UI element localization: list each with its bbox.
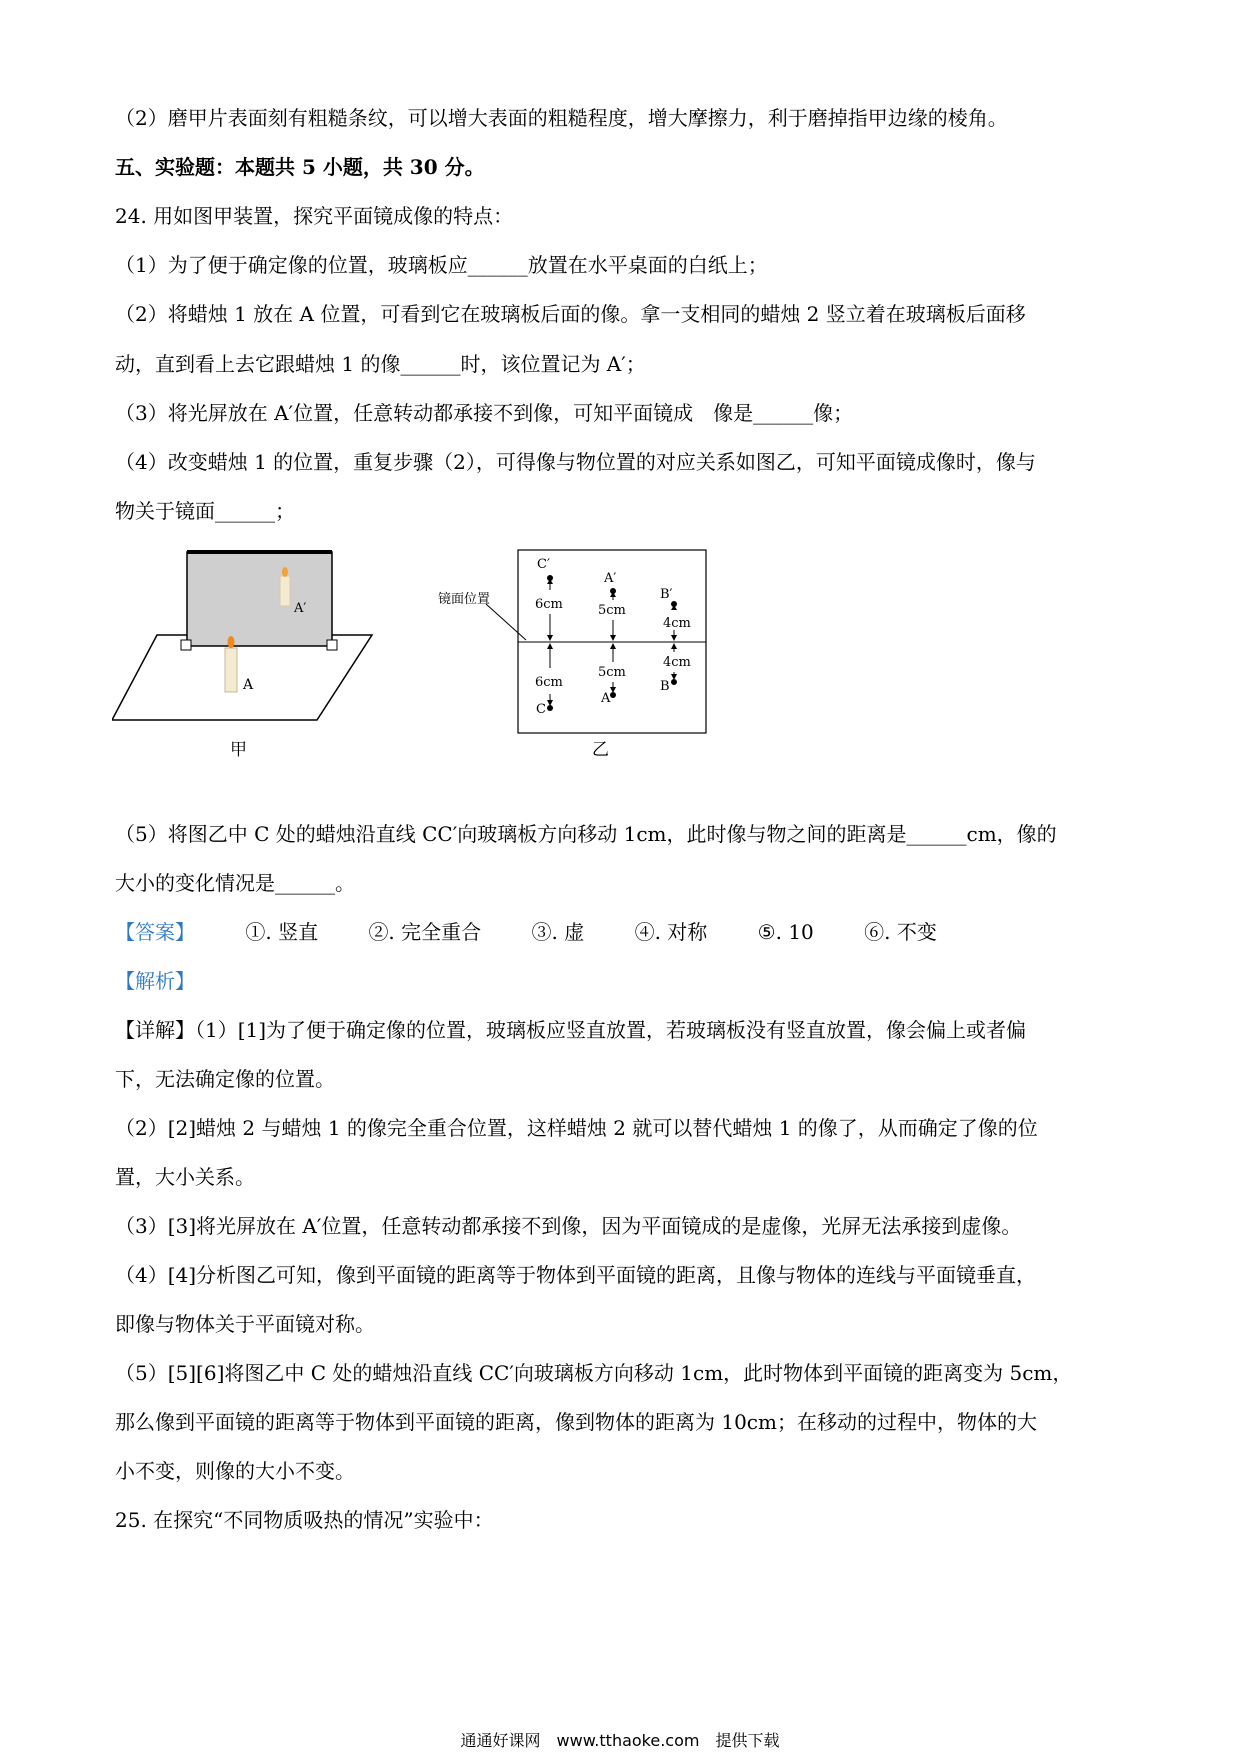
answer-label: 【答案】 — [115, 920, 195, 944]
detail-line: 即像与物体关于平面镜对称。 — [115, 1312, 375, 1336]
detail-line: （2）[2]蜡烛 2 与蜡烛 1 的像完全重合位置，这样蜡烛 2 就可以替代蜡烛 1 的像了，从而确定了像的位 — [115, 1116, 1038, 1140]
answer-item: ⑤. 10 — [757, 920, 814, 944]
detail-line: （3）[3]将光屏放在 A′位置，任意转动都承接不到像，因为平面镜成的是虚像，光屏无法承接到虚像。 — [115, 1214, 1022, 1238]
answer-item: ③. 虚 — [531, 920, 585, 944]
label-b-top: 4cm — [663, 616, 691, 631]
question-24-part-3: （3）将光屏放在 A′位置，任意转动都承接不到像，可知平面镜成 像是______像； — [115, 401, 854, 425]
label-a-prime: A′ — [294, 601, 307, 616]
detail-line: 小不变，则像的大小不变。 — [115, 1459, 355, 1483]
label-a-bot: 5cm — [598, 665, 626, 680]
answer-item: ②. 完全重合 — [368, 920, 482, 944]
answer-item: ④. 对称 — [634, 920, 708, 944]
label-b-prime: B′ — [660, 587, 673, 602]
detail-line: （4）[4]分析图乙可知，像到平面镜的距离等于物体到平面镜的距离，且像与物体的连线与平面镜垂直， — [115, 1263, 1037, 1287]
question-24-part-5: （5）将图乙中 C 处的蜡烛沿直线 CC′向玻璃板方向移动 1cm，此时像与物之间的距离是______cm，像的 — [115, 822, 1057, 846]
question-24-part-2-cont: 动，直到看上去它跟蜡烛 1 的像______时，该位置记为 A′； — [115, 352, 646, 376]
question-24-part-4-cont: 物关于镜面______； — [115, 499, 295, 523]
detail-line: （5）[5][6]将图乙中 C 处的蜡烛沿直线 CC′向玻璃板方向移动 1cm，此时物体到平面镜的距离变为 5cm， — [115, 1361, 1073, 1385]
figure-yi — [408, 548, 718, 743]
footer: 通通好课网 www.tthaoke.com 提供下载 — [460, 1731, 780, 1750]
question-25-stem: 25. 在探究“不同物质吸热的情况”实验中： — [115, 1508, 494, 1532]
label-a: A — [243, 677, 254, 693]
detail-line: 置，大小关系。 — [115, 1165, 255, 1189]
analysis-label: 【解析】 — [115, 969, 195, 993]
detail-line: 下，无法确定像的位置。 — [115, 1067, 335, 1091]
label-c-prime: C′ — [537, 557, 550, 572]
figure-yi-caption: 乙 — [592, 740, 609, 760]
text-line: （2）磨甲片表面刻有粗糙条纹，可以增大表面的粗糙程度，增大摩擦力，利于磨掉指甲边缘的棱角。 — [115, 106, 1008, 130]
detail-line: 【详解】（1）[1]为了便于确定像的位置，玻璃板应竖直放置，若玻璃板没有竖直放置，像会偏上或者偏 — [115, 1018, 1027, 1042]
question-24-part-1: （1）为了便于确定像的位置，玻璃板应______放置在水平桌面的白纸上； — [115, 253, 768, 277]
answer-item: ①. 竖直 — [245, 920, 319, 944]
answer-item: ⑥. 不变 — [864, 920, 937, 944]
figure-jia — [112, 540, 382, 745]
answer-line — [115, 918, 937, 946]
detail-line: 那么像到平面镜的距离等于物体到平面镜的距离，像到物体的距离为 10cm；在移动的过程中，物体的大 — [115, 1410, 1037, 1434]
question-24-part-2: （2）将蜡烛 1 放在 A 位置，可看到它在玻璃板后面的像。拿一支相同的蜡烛 2 竖立着在玻璃板后面移 — [115, 302, 1026, 326]
label-c: C — [536, 702, 546, 717]
label-c-top: 6cm — [535, 597, 563, 612]
label-a-top: 5cm — [598, 603, 626, 618]
label-c-bot: 6cm — [535, 675, 563, 690]
question-24-stem: 24. 用如图甲装置，探究平面镜成像的特点： — [115, 204, 514, 228]
mirror-label: 镜面位置 — [438, 592, 491, 607]
question-24-part-5-cont: 大小的变化情况是______。 — [115, 871, 355, 895]
section-heading: 五、实验题：本题共 5 小题，共 30 分。 — [115, 155, 485, 179]
label-a-yi: A — [601, 691, 611, 706]
label-b-bot: 4cm — [663, 655, 691, 670]
figure-jia-caption: 甲 — [230, 740, 247, 760]
question-24-part-4: （4）改变蜡烛 1 的位置，重复步骤（2），可得像与物位置的对应关系如图乙，可知平面镜成像时，像与 — [115, 450, 1036, 474]
label-a-prime-yi: A′ — [604, 571, 617, 586]
label-b: B — [660, 679, 670, 694]
